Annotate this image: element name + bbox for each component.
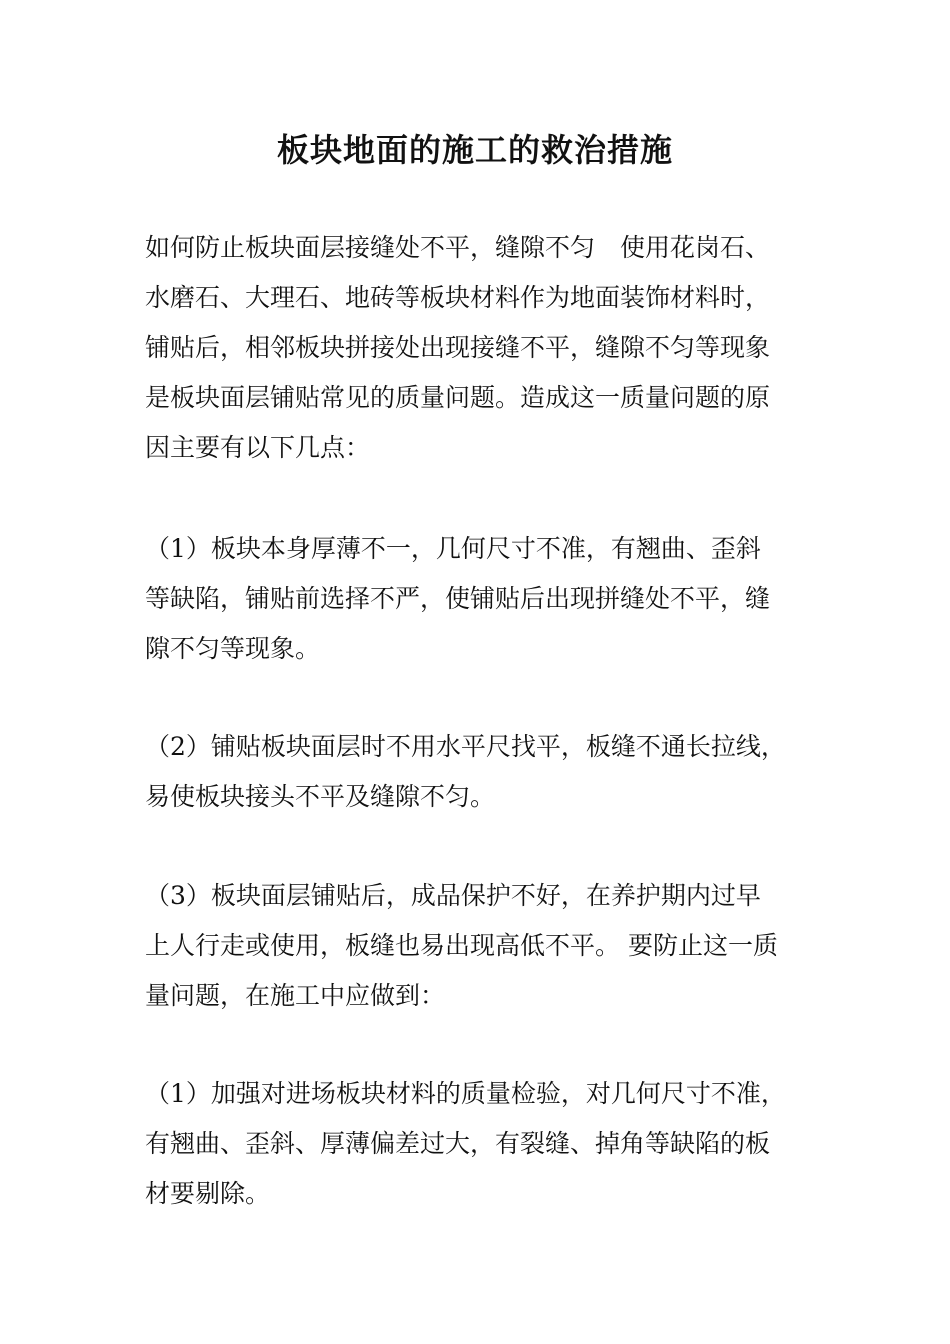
text-line: 如何防止板块面层接缝处不平，缝隙不匀 使用花岗石、: [145, 233, 771, 262]
text-line: 铺贴后，相邻板块拼接处出现接缝不平，缝隙不匀等现象: [145, 333, 771, 362]
document-title: 板块地面的施工的救治措施: [276, 131, 673, 169]
paragraph-cause-1: [145, 524, 835, 674]
text-line: （1）板块本身厚薄不一，几何尺寸不准，有翘曲、歪斜: [145, 534, 761, 563]
text-line: 上人行走或使用，板缝也易出现高低不平。 要防止这一质: [145, 931, 778, 960]
text-line: 等缺陷，铺贴前选择不严，使铺贴后出现拼缝处不平，缝: [145, 584, 771, 613]
text-line: 隙不匀等现象。: [145, 634, 321, 663]
text-line: 有翘曲、歪斜、厚薄偏差过大，有裂缝、掉角等缺陷的板: [145, 1129, 771, 1158]
text-line: 是板块面层铺贴常见的质量问题。造成这一质量问题的原: [145, 383, 771, 412]
text-line: （3）板块面层铺贴后，成品保护不好，在养护期内过早: [145, 881, 761, 910]
text-line: （1）加强对进场板块材料的质量检验，对几何尺寸不准，: [145, 1079, 786, 1108]
text-line: 材要剔除。: [145, 1179, 271, 1208]
text-line: 易使板块接头不平及缝隙不匀。: [145, 782, 496, 811]
paragraph-cause-2: [145, 722, 835, 822]
paragraph-intro: [145, 223, 835, 473]
text-line: 因主要有以下几点：: [145, 433, 371, 462]
text-line: 水磨石、大理石、地砖等板块材料作为地面装饰材料时，: [145, 283, 771, 312]
paragraph-cause-3: [145, 871, 835, 1021]
text-line: 量问题，在施工中应做到：: [145, 981, 446, 1010]
text-line: （2）铺贴板块面层时不用水平尺找平，板缝不通长拉线，: [145, 732, 786, 761]
paragraph-measure-1: [145, 1069, 835, 1219]
